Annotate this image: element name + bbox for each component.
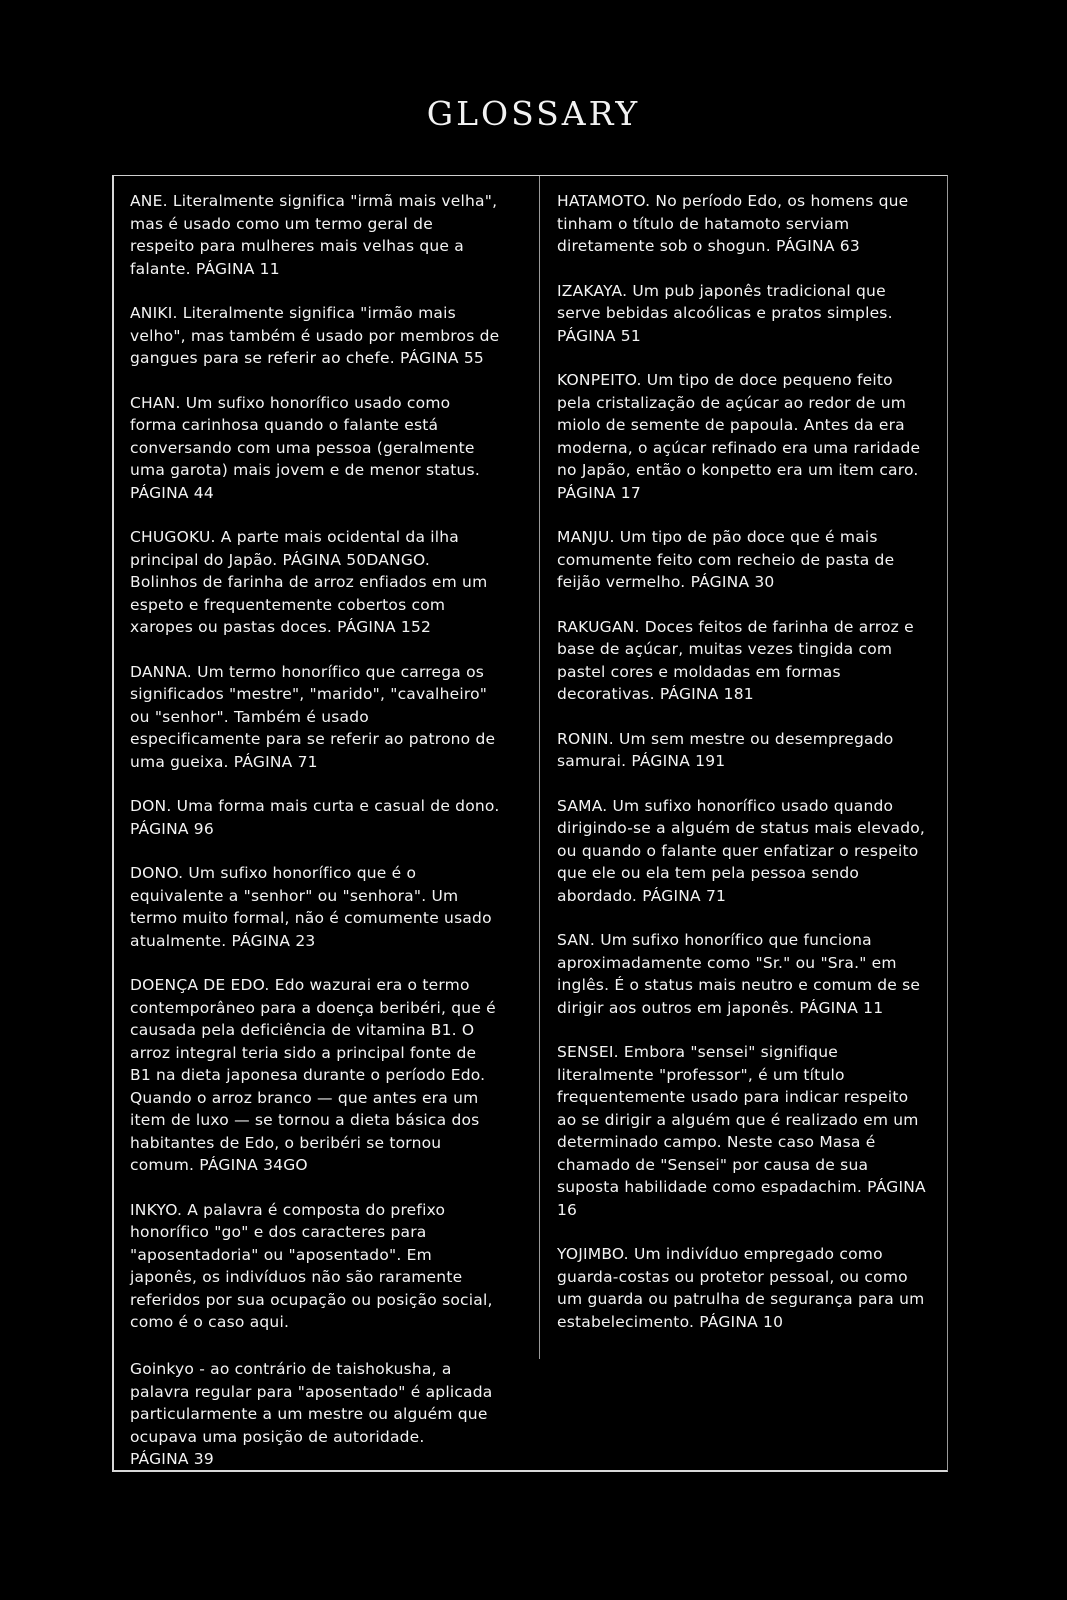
glossary-entry-izakaya (557, 280, 929, 348)
entry-page: PÁGINA 44 (130, 483, 214, 502)
footnote-page: PÁGINA 39 (130, 1450, 214, 1468)
glossary-entry-hatamoto (557, 190, 929, 258)
glossary-footnote-goinkyo (130, 1358, 502, 1471)
entry-text: Uma forma mais curta e casual de dono. (176, 797, 500, 815)
glossary-entry-aniki (130, 302, 502, 370)
entry-text: Um tipo de pão doce que é mais comumente feito com recheio de pasta de feijão vermelho. (557, 528, 895, 591)
entry-page: PÁGINA 10 (699, 1312, 784, 1331)
entry-term: YOJIMBO. (557, 1245, 629, 1263)
entry-page: PÁGINA 23 (231, 931, 316, 950)
glossary-entry-sama (557, 795, 929, 908)
glossary-entry-yojimbo (557, 1243, 929, 1333)
entry-page: PÁGINA 51 (557, 326, 641, 345)
entry-page: PÁGINA 71 (642, 886, 727, 905)
entry-page: PÁGINA 191 (631, 752, 726, 770)
glossary-entry-konpeito (557, 369, 929, 504)
entry-text: Um sufixo honorífico que é o equivalente a "senhor" ou "senhora". Um termo muito formal, não é comumente usado atualmente. (130, 864, 492, 950)
entry-text: A palavra é composta do prefixo honorífico "go" e dos caracteres para "aposentadoria" ou "aposentado". Em japonês, os indivíduos não são raramente referidos por sua ocupação ou posição social, como é o caso aqui. (130, 1200, 493, 1331)
glossary-entry-don (130, 795, 502, 840)
entry-text: Embora "sensei" signifique literalmente "professor", é um título frequentemente usado para indicar respeito ao se dirigir a alguém que é realizado em um determinado campo. Neste caso Masa é chamado de "Sensei" por causa de sua suposta habilidade como espadachim. (557, 1043, 919, 1196)
entry-page: PÁGINA 34GO (199, 1156, 308, 1174)
entry-page: PÁGINA 11 (799, 998, 884, 1017)
entry-text: Um pub japonês tradicional que serve bebidas alcoólicas e pratos simples. (557, 281, 893, 322)
glossary-entry-chan (130, 392, 502, 505)
entry-text: Literalmente significa "irmão mais velho", mas também é usado por membros de gangues para se referir ao chefe. (130, 304, 500, 367)
entry-page: PÁGINA 63 (775, 237, 860, 255)
entry-term: SENSEI. (557, 1043, 619, 1061)
glossary-entry-dono (130, 862, 502, 952)
entry-term: DOENÇA DE EDO. (130, 976, 270, 994)
entry-page: PÁGINA 181 (659, 685, 754, 703)
entry-page: PÁGINA 30 (690, 573, 775, 591)
entry-term: DON. (130, 797, 172, 815)
entry-page: PÁGINA 17 (557, 483, 641, 502)
entry-page: PÁGINA 96 (130, 819, 214, 838)
glossary-entry-san (557, 929, 929, 1019)
glossary-right-column (557, 190, 929, 1355)
entry-term: ANE. (130, 192, 168, 210)
glossary-entry-doenca-de-edo (130, 974, 502, 1177)
entry-text: Um indivíduo empregado como guarda-costas ou protetor pessoal, ou como um guarda ou patrulha de segurança para um estabelecimento. (557, 1245, 925, 1331)
footnote-text: Goinkyo - ao contrário de taishokusha, a palavra regular para "aposentado" é aplicada particularmente a um mestre ou alguém que ocupava uma posição de autoridade. (130, 1360, 493, 1446)
glossary-entry-inkyo (130, 1199, 502, 1334)
entry-text: Literalmente significa "irmã mais velha", mas é usado como um termo geral de respeito para mulheres mais velhas que a falante. (130, 192, 498, 278)
entry-text: Um sufixo honorífico usado como forma carinhosa quando o falante está conversando com uma pessoa (geralmente uma garota) mais jovem e de menor status. (130, 393, 480, 479)
entry-term: DONO. (130, 864, 184, 882)
entry-text: Um sufixo honorífico usado quando dirigindo-se a alguém de status mais elevado, ou quando o falante quer enfatizar o respeito que ele ou ela tem pela pessoa sendo abordado. (557, 796, 926, 905)
entry-page: PÁGINA 16 (557, 1178, 926, 1219)
glossary-left-column (130, 190, 502, 1356)
glossary-entry-chugoku (130, 526, 502, 639)
glossary-entry-ronin (557, 728, 929, 773)
entry-term: MANJU. (557, 528, 615, 546)
page-title: GLOSSARY (426, 94, 641, 133)
entry-page: PÁGINA 71 (233, 752, 318, 771)
entry-term: RAKUGAN. (557, 617, 640, 636)
entry-term: INKYO. (130, 1200, 183, 1219)
entry-text: Doces feitos de farinha de arroz e base de açúcar, muitas vezes tingida com pastel cores e moldadas em formas decorativas. (557, 617, 914, 703)
entry-term: CHAN. (130, 393, 181, 412)
entry-page: PÁGINA 152 (337, 618, 432, 636)
glossary-entry-danna (130, 661, 502, 774)
entry-term: RONIN. (557, 729, 614, 748)
column-divider (539, 176, 540, 1359)
entry-term: HATAMOTO. (557, 192, 651, 210)
entry-term: SAN. (557, 931, 596, 949)
entry-term: ANIKI. (130, 304, 178, 322)
entry-term: CHUGOKU. (130, 528, 216, 546)
glossary-entry-rakugan (557, 616, 929, 706)
glossary-entry-sensei (557, 1041, 929, 1221)
entry-term: IZAKAYA. (557, 281, 628, 300)
entry-term: DANNA. (130, 662, 192, 681)
entry-text: Um sufixo honorífico que funciona aproximadamente como "Sr." ou "Sra." em inglês. É o status mais neutro e comum de se dirigir aos outros em japonês. (557, 931, 921, 1017)
entry-text: A parte mais ocidental da ilha principal do Japão. PÁGINA 50DANGO. Bolinhos de farinha de arroz enfiados em um espeto e frequentemente cobertos com xaropes ou pastas doces. (130, 528, 488, 636)
entry-term: KONPEITO. (557, 371, 642, 389)
entry-text: No período Edo, os homens que tinham o título de hatamoto serviam diretamente sob o shogun. (557, 192, 909, 255)
entry-text: Edo wazurai era o termo contemporâneo para a doença beribéri, que é causada pela deficiência de vitamina B1. O arroz integral teria sido a principal fonte de B1 na dieta japonesa durante o período Edo. Quando o arroz branco — que antes era um item de luxo — se tornou a dieta básica dos habitantes de Edo, o beribéri se tornou comum. (130, 976, 496, 1174)
entry-term: SAMA. (557, 796, 608, 815)
entry-text: Um tipo de doce pequeno feito pela cristalização de açúcar ao redor de um miolo de semente de papoula. Antes da era moderna, o açúcar refinado era uma raridade no Japão, então o konpetto era um item caro. (557, 371, 921, 479)
entry-page: PÁGINA 55 (400, 349, 484, 367)
entry-page: PÁGINA 11 (195, 259, 280, 278)
entry-text: Um termo honorífico que carrega os significados "mestre", "marido", "cavalheiro" ou "senhor". Também é usado especificamente para se referir ao patrono de uma gueixa. (130, 662, 496, 771)
glossary-entry-ane (130, 190, 502, 280)
entry-text: Um sem mestre ou desempregado samurai. (557, 729, 894, 770)
glossary-entry-manju (557, 526, 929, 594)
